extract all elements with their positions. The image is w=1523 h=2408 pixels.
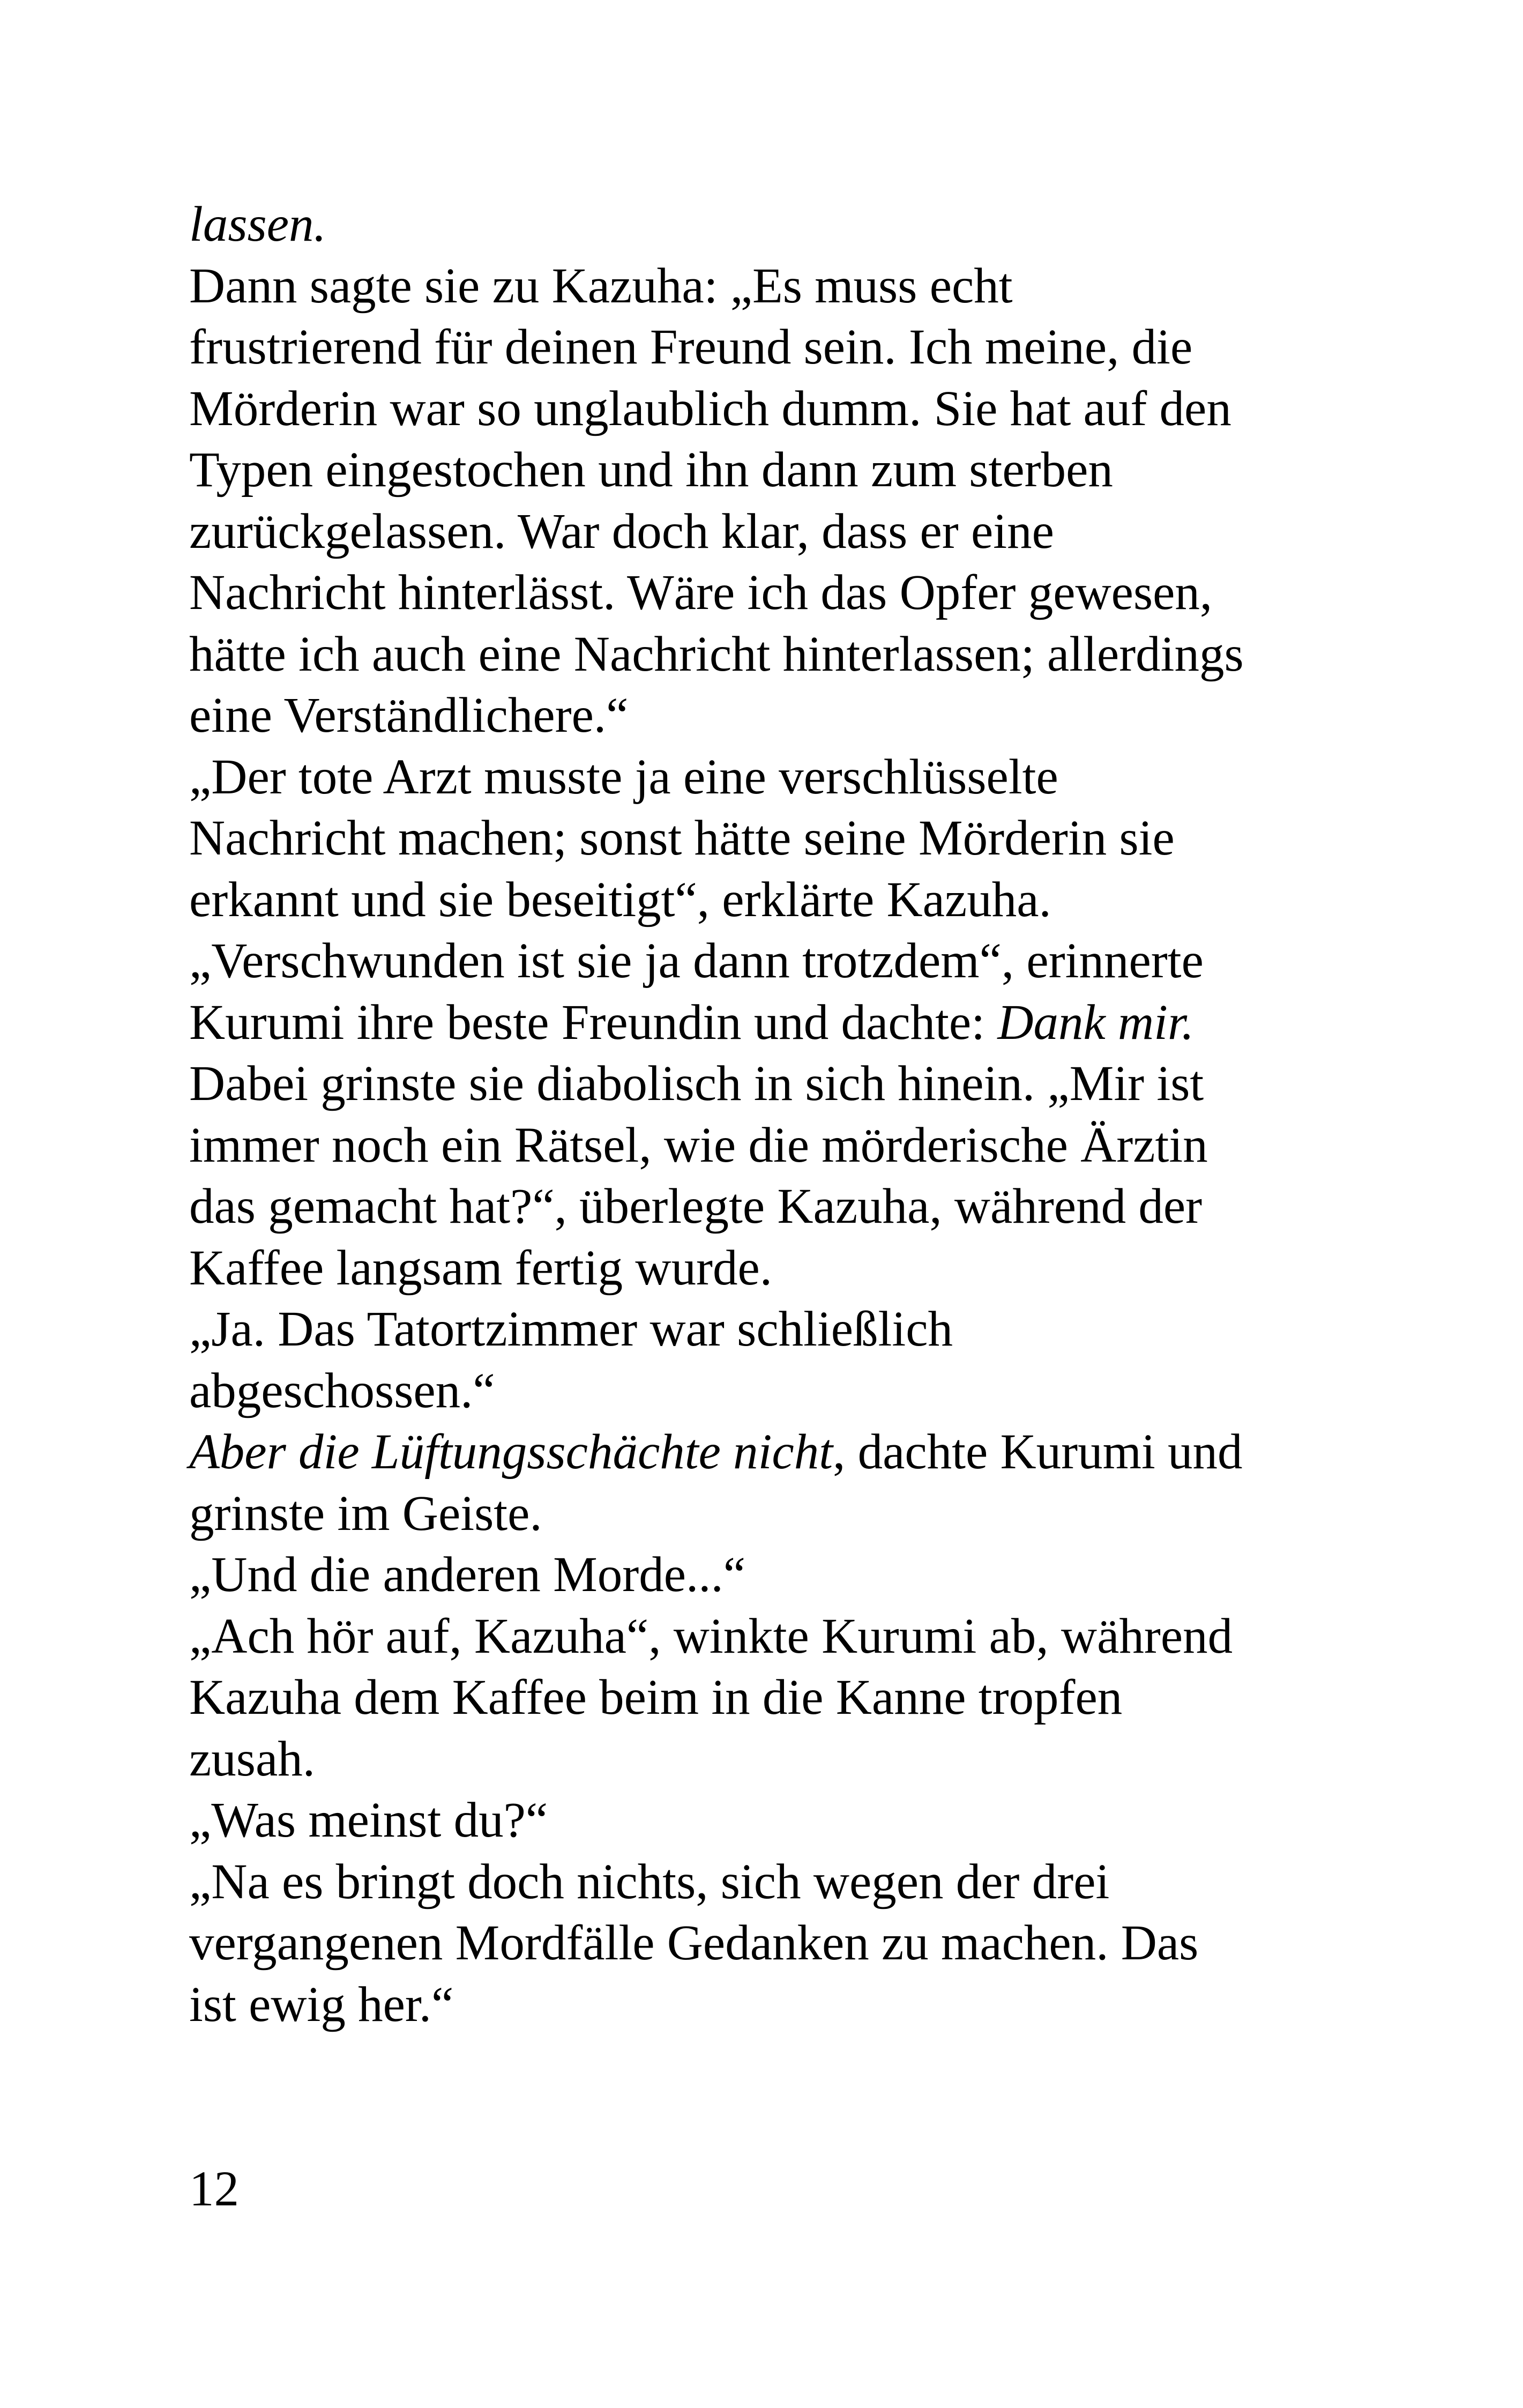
text-line	[189, 1115, 1336, 1177]
text-segment: vergangenen Mordfälle Gedanken zu machen. Das	[189, 1915, 1199, 1971]
text-segment: abgeschossen.“	[189, 1363, 495, 1418]
text-segment: Typen eingestochen und ihn dann zum sterben	[189, 442, 1113, 497]
italic-text-segment: Aber die Lüftungsschächte nicht	[189, 1424, 833, 1480]
text-segment: Mörderin war so unglaublich dumm. Sie hat auf den	[189, 381, 1231, 436]
text-line	[189, 1176, 1336, 1238]
text-line	[189, 1667, 1336, 1729]
text-segment: hätte ich auch eine Nachricht hinterlassen; allerdings	[189, 626, 1244, 682]
text-segment: , dachte Kurumi und	[833, 1424, 1243, 1480]
text-line	[189, 1913, 1336, 1974]
text-line	[189, 992, 1336, 1054]
text-line	[189, 869, 1336, 931]
text-line	[189, 1974, 1336, 2036]
text-line	[189, 1299, 1336, 1361]
text-segment: eine Verständlichere.“	[189, 688, 629, 743]
text-line	[189, 562, 1336, 624]
text-segment: Nachricht machen; sonst hätte seine Mörderin sie	[189, 811, 1175, 866]
text-segment: Dann sagte sie zu Kazuha: „Es muss echt	[189, 258, 1013, 314]
text-line	[189, 931, 1336, 992]
text-segment: „Der tote Arzt musste ja eine verschlüsselte	[189, 749, 1058, 805]
text-line	[189, 1729, 1336, 1790]
text-segment: Dabei grinste sie diabolisch in sich hinein. „Mir ist	[189, 1056, 1204, 1111]
text-segment: immer noch ein Rätsel, wie die mörderische Ärztin	[189, 1117, 1208, 1173]
text-line	[189, 1790, 1336, 1852]
text-segment: zurückgelassen. War doch klar, dass er eine	[189, 503, 1054, 559]
italic-text-segment: lassen.	[189, 197, 326, 252]
text-segment: frustrierend für deinen Freund sein. Ich meine, die	[189, 319, 1193, 375]
text-line	[189, 1361, 1336, 1422]
text-line	[189, 1544, 1336, 1606]
text-line	[189, 194, 1336, 256]
text-line	[189, 747, 1336, 808]
text-segment: „Na es bringt doch nichts, sich wegen der drei	[189, 1854, 1110, 1909]
text-segment: „Verschwunden ist sie ja dann trotzdem“, erinnerte	[189, 933, 1204, 989]
text-line	[189, 808, 1336, 869]
text-segment: „Ach hör auf, Kazuha“, winkte Kurumi ab, während	[189, 1608, 1233, 1664]
text-line	[189, 1238, 1336, 1299]
italic-text-segment: Dank mir.	[997, 994, 1194, 1050]
text-line	[189, 317, 1336, 378]
text-segment: Kazuha dem Kaffee beim in die Kanne tropfen	[189, 1670, 1123, 1725]
text-line	[189, 624, 1336, 686]
text-segment: das gemacht hat?“, überlegte Kazuha, während der	[189, 1179, 1203, 1234]
text-segment: Nachricht hinterlässt. Wäre ich das Opfer gewesen,	[189, 565, 1213, 620]
text-segment: „Ja. Das Tatortzimmer war schließlich	[189, 1302, 953, 1357]
page-number: 12	[189, 2161, 239, 2217]
text-line	[189, 1852, 1336, 1913]
text-line	[189, 378, 1336, 440]
text-line	[189, 1422, 1336, 1483]
text-line	[189, 1606, 1336, 1668]
text-segment: Kaffee langsam fertig wurde.	[189, 1240, 772, 1296]
text-segment: „Und die anderen Morde...“	[189, 1547, 746, 1602]
text-line	[189, 440, 1336, 501]
text-segment: erkannt und sie beseitigt“, erklärte Kazuha.	[189, 872, 1051, 927]
body-text	[189, 194, 1336, 2035]
text-segment: zusah.	[189, 1731, 315, 1787]
text-segment: ist ewig her.“	[189, 1976, 454, 2032]
text-line	[189, 501, 1336, 563]
text-segment: grinste im Geiste.	[189, 1485, 542, 1541]
text-line	[189, 1053, 1336, 1115]
text-line	[189, 685, 1336, 747]
text-line	[189, 1483, 1336, 1545]
text-line	[189, 256, 1336, 317]
text-segment: Kurumi ihre beste Freundin und dachte:	[189, 994, 998, 1050]
text-segment: „Was meinst du?“	[189, 1793, 548, 1848]
